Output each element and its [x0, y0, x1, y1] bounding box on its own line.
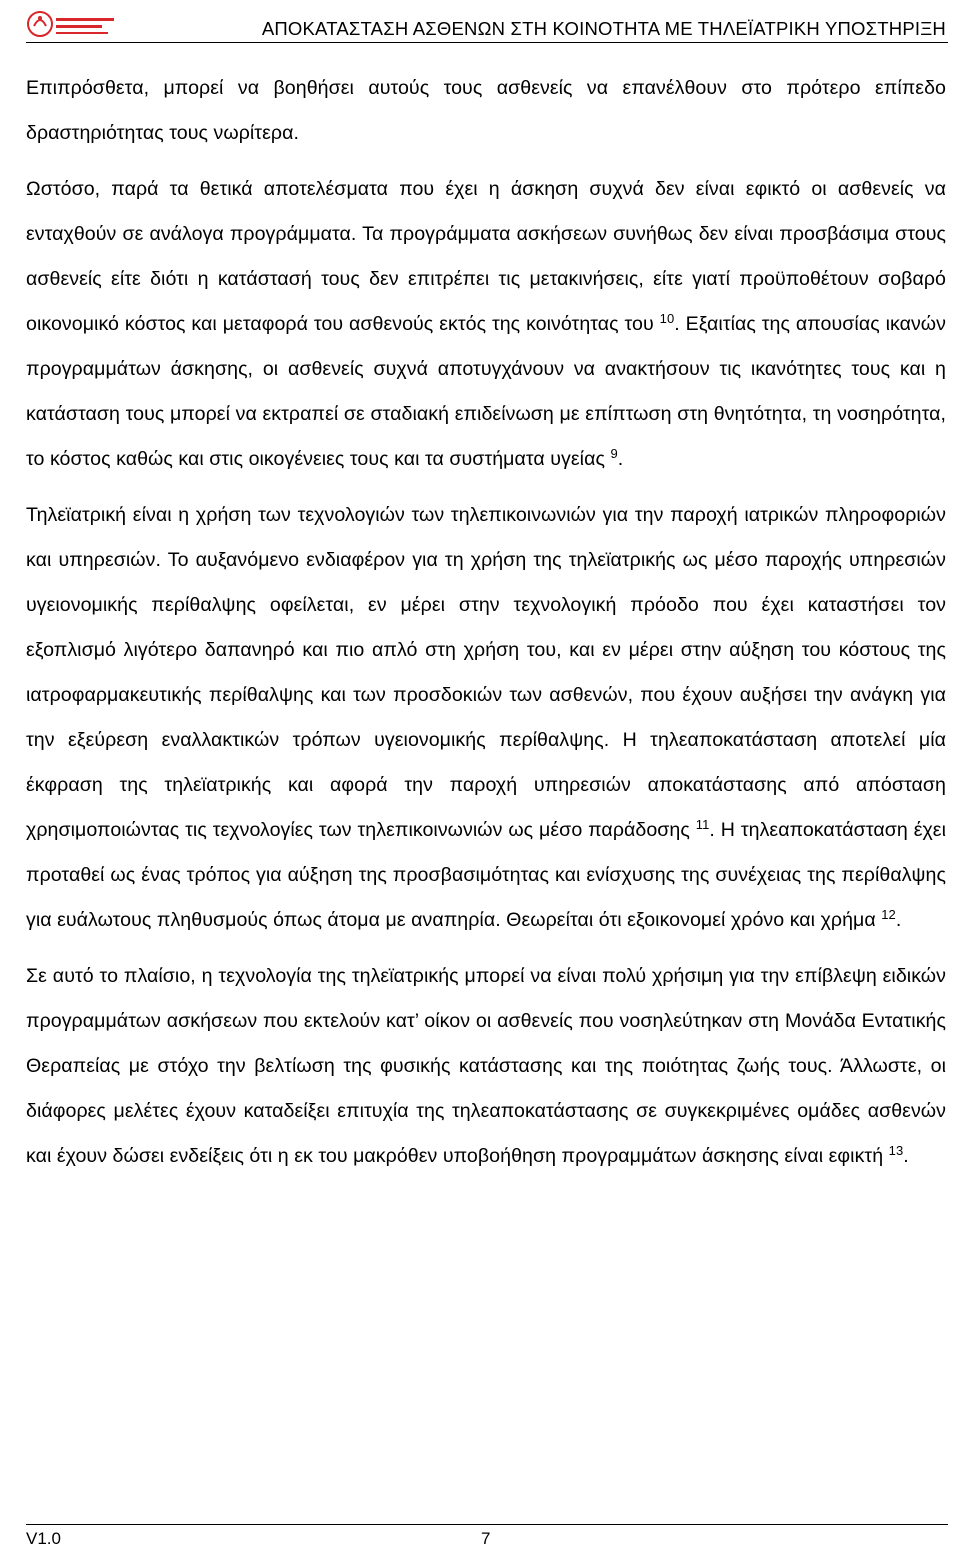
- document-body: [26, 66, 946, 1179]
- page-header: [26, 8, 948, 43]
- paragraph-1: Επιπρόσθετα, μπορεί να βοηθήσει αυτούς τους ασθενείς να επανέλθουν στο πρότερο επίπεδο δραστηριότητας τους νωρίτερα.: [26, 77, 946, 144]
- citation-ref: 12: [881, 906, 896, 922]
- citation-ref: 9: [610, 445, 618, 461]
- page-footer: [26, 1524, 948, 1549]
- paragraph-4: Σε αυτό το πλαίσιο, η τεχνολογία της τηλεϊατρικής μπορεί να είναι πολύ χρήσιμη για την επίβλεψη ειδικών προγραμμάτων ασκήσεων που εκτελούν κατ’ οίκον οι ασθενείς που νοσηλεύτηκαν στη Μονάδα Εντατικής Θεραπείας με στόχο την βελτίωση της φυσικής κατάστασης και της ποιότητας ζωής τους. Άλλωστε, οι διάφορες μελέτες έχουν καταδείξει επιτυχία της τηλεαποκατάστασης σε συγκεκριμένες ομάδες ασθενών και έχουν δώσει ενδείξεις ότι η εκ του μακρόθεν υποβοήθηση προγραμμάτων άσκησης είναι εφικτή $^{13}$.: [26, 965, 946, 1167]
- paragraph-3: Τηλεϊατρική είναι η χρήση των τεχνολογιών των τηλεπικοινωνιών για την παροχή ιατρικών πληροφοριών και υπηρεσιών. Το αυξανόμενο ενδιαφέρον για τη χρήση της τηλεϊατρικής ως μέσο παροχής υπηρεσιών υγειονομικής περίθαλψης οφείλεται, εν μέρει στην τεχνολογική πρόοδο που έχει καταστήσει τον εξοπλισμό λιγότερο δαπανηρό και πιο απλό στη χρήση του, και εν μέρει στην αύξηση του κόστους της ιατροφαρμακευτικής περίθαλψης και των προσδοκιών των ασθενών, που έχουν αυξήσει την ανάγκη για την εξεύρεση εναλλακτικών τρόπων υγειονομικής περίθαλψης. Η τηλεαποκατάσταση αποτελεί μία έκφραση της τηλεϊατρικής και αφορά την παροχή υπηρεσιών αποκατάστασης από απόσταση χρησιμοποιώντας τις τεχνολογίες των τηλεπικοινωνιών ως μέσο παράδοσης $^{11}$. Η τηλεαποκατάσταση έχει προταθεί ως ένας τρόπος για αύξηση της προσβασιμότητας και ενίσχυσης της συνέχειας της περίθαλψης για ευάλωτους πληθυσμούς όπως άτομα με αναπηρία. Θεωρείται ότι εξοικονομεί χρόνο και χρήμα $^{12}$.: [26, 504, 946, 931]
- telerehab-logo-icon: [26, 8, 118, 40]
- citation-ref: 13: [888, 1142, 904, 1158]
- header-title: ΑΠΟΚΑΤΑΣΤΑΣΗ ΑΣΘΕΝΩΝ ΣΤΗ ΚΟΙΝΟΤΗΤΑ ΜΕ ΤΗΛΕΪΑΤΡΙΚΗ ΥΠΟΣΤΗΡΙΞΗ: [261, 18, 946, 39]
- page-number: 7: [481, 1529, 491, 1548]
- citation-ref: 10: [659, 310, 675, 326]
- paragraph-2: Ωστόσο, παρά τα θετικά αποτελέσματα που έχει η άσκηση συχνά δεν είναι εφικτό οι ασθενείς να ενταχθούν σε ανάλογα προγράμματα. Τα προγράμματα ασκήσεων συνήθως δεν είναι προσβάσιμα στους ασθενείς είτε διότι η κατάστασή τους δεν επιτρέπει τις μετακινήσεις, είτε γιατί προϋποθέτουν σοβαρό οικονομικό κόστος και μεταφορά του ασθενούς εκτός της κοινότητας του $^{10}$. Εξαιτίας της απουσίας ικανών προγραμμάτων άσκησης, οι ασθενείς συχνά αποτυγχάνουν να ανακτήσουν τις ικανότητες τους και η κατάσταση τους μπορεί να εκτραπεί σε σταδιακή επιδείνωση με επίπτωση στη θνητότητα, τη νοσηρότητα, το κόστος καθώς και στις οικογένειες τους και τα συστήματα υγείας $^9$.: [26, 178, 947, 470]
- version-label: V1.0: [26, 1529, 61, 1548]
- citation-ref: 11: [695, 816, 710, 832]
